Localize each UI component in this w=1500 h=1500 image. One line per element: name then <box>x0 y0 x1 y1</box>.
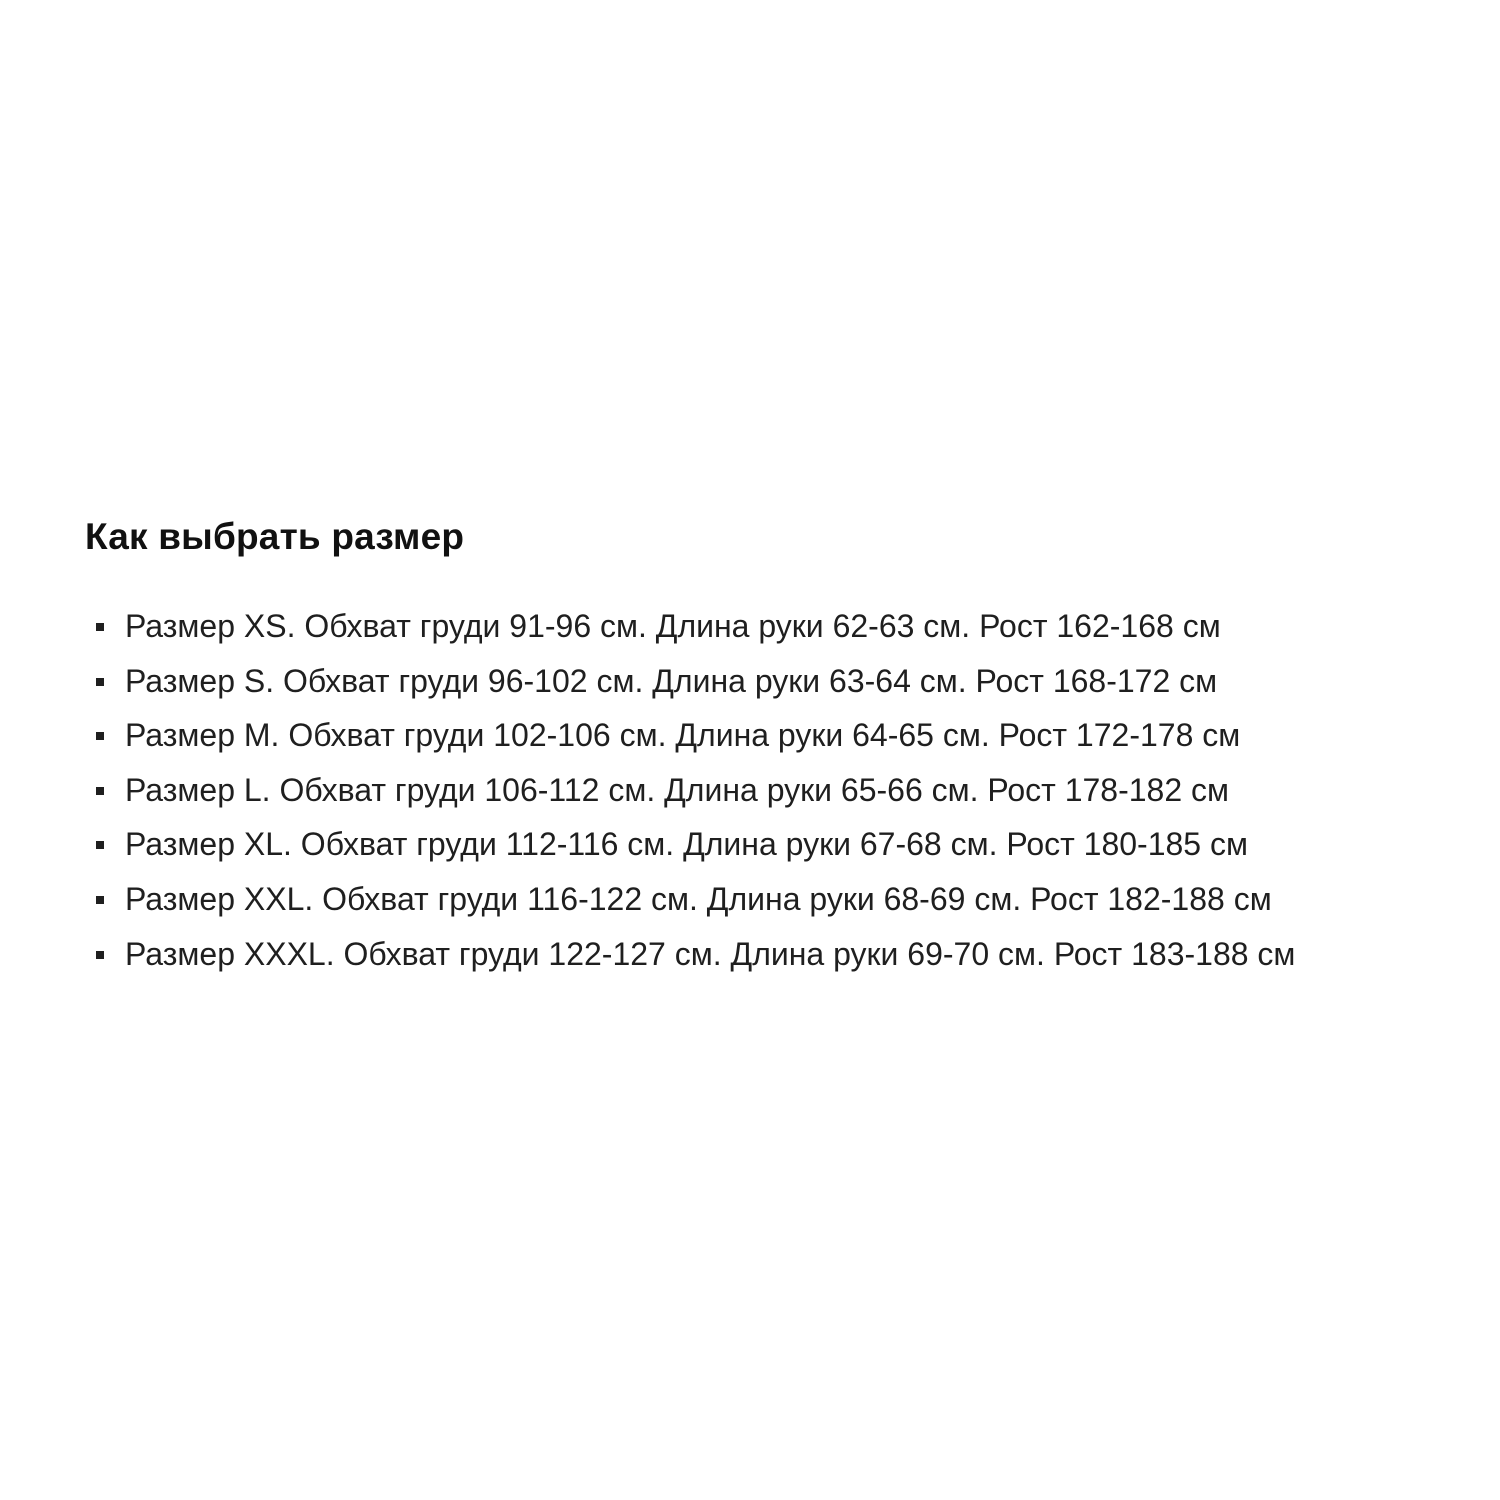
square-bullet-icon <box>96 841 104 849</box>
list-item-text: Размер XS. Обхват груди 91-96 см. Длина руки 62-63 см. Рост 162-168 см <box>125 608 1221 644</box>
square-bullet-icon <box>96 951 104 959</box>
page-title: Как выбрать размер <box>85 516 465 557</box>
list-item-text: Размер XXXL. Обхват груди 122-127 см. Длина руки 69-70 см. Рост 183-188 см <box>125 935 1296 972</box>
square-bullet-icon <box>96 678 104 686</box>
list-item-size-xs <box>85 599 1485 654</box>
list-item-text: Размер L. Обхват груди 106-112 см. Длина руки 65-66 см. Рост 178-182 см <box>125 771 1230 808</box>
size-guide <box>85 512 1485 981</box>
list-item-size-m <box>85 708 1485 763</box>
list-item-text: Размер XXL. Обхват груди 116-122 см. Длина руки 68-69 см. Рост 182-188 см <box>125 880 1272 917</box>
list-item-size-xxl <box>85 872 1485 927</box>
list-item-size-l <box>85 763 1485 818</box>
square-bullet-icon <box>96 787 104 795</box>
list-item-text: Размер M. Обхват груди 102-106 см. Длина руки 64-65 см. Рост 172-178 см <box>125 717 1241 754</box>
list-item-size-xl <box>85 817 1485 872</box>
list-item-size-xxxl <box>85 927 1485 982</box>
list-item-text: Размер XL. Обхват груди 112-116 см. Длина руки 67-68 см. Рост 180-185 см <box>125 826 1248 863</box>
square-bullet-icon <box>96 896 104 904</box>
square-bullet-icon <box>96 732 104 740</box>
list-item-text: Размер S. Обхват груди 96-102 см. Длина руки 63-64 см. Рост 168-172 см <box>125 662 1218 699</box>
list-item-size-s <box>85 654 1485 709</box>
size-list <box>85 599 1485 981</box>
square-bullet-icon <box>96 623 104 631</box>
